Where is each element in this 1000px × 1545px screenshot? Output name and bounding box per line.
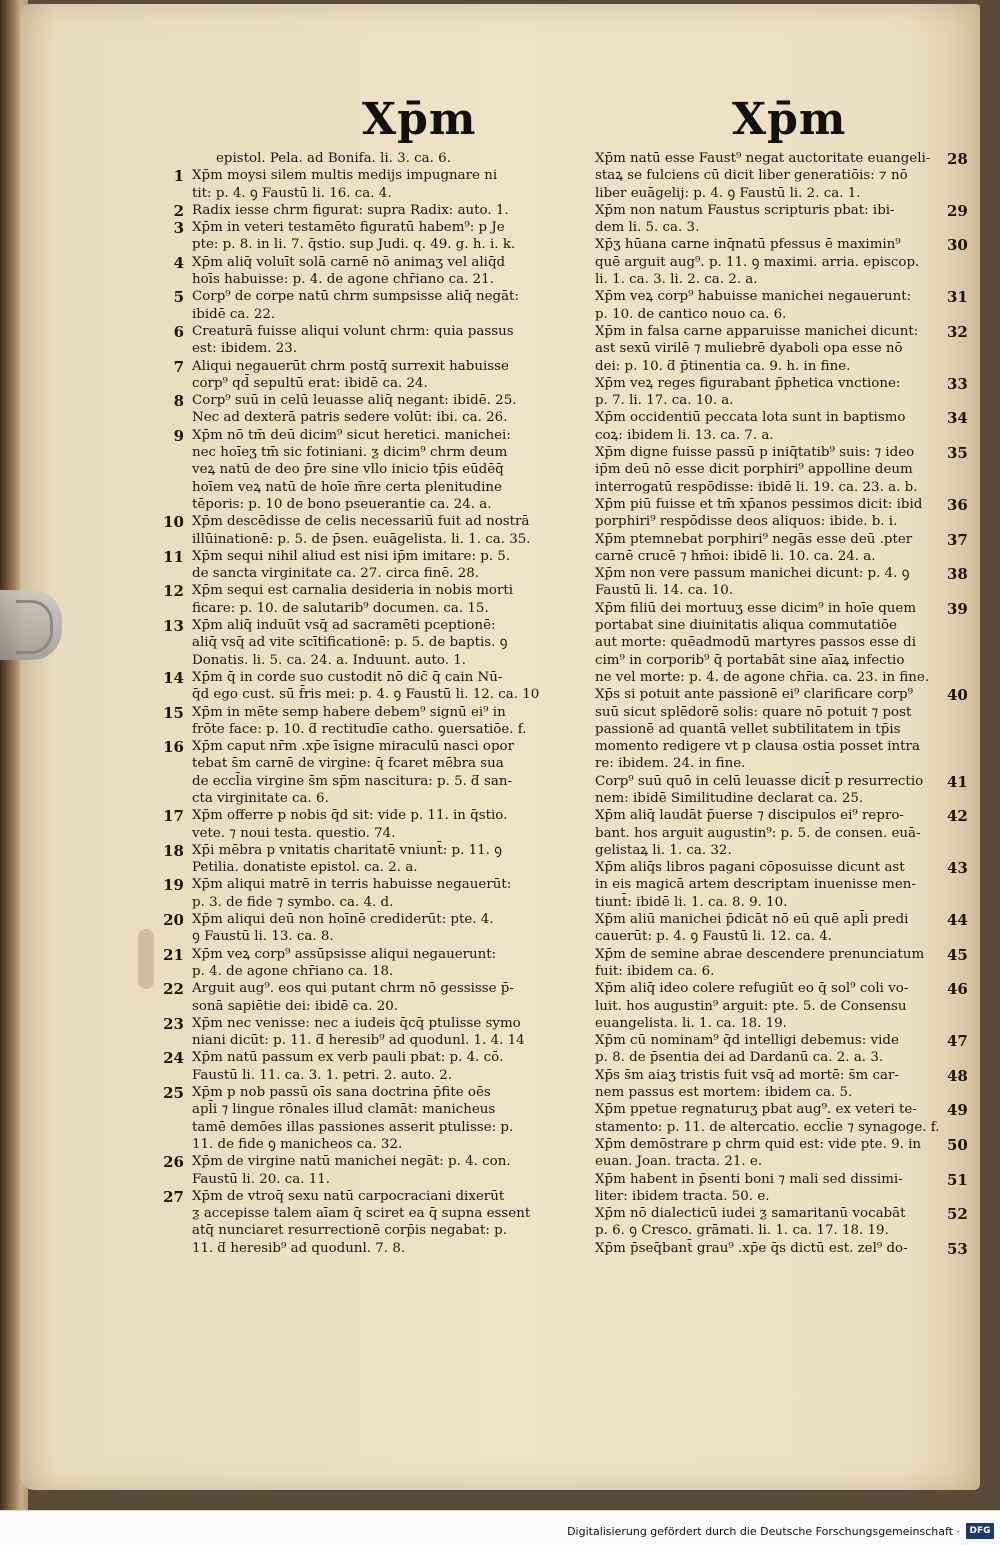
entry-line: Donatis. li. 5. ca. 24. a. Induunt. auto. 1. — [192, 652, 466, 668]
entry-number: 20 — [163, 911, 184, 930]
entry-line: de sancta virginitate ca. 27. circa finē. 28. — [192, 566, 480, 582]
entry-line: veꝝ natū de deo p̄re sine vllo inicio tp̄is eūdēq̄ — [192, 462, 504, 478]
index-entry — [595, 150, 968, 202]
entry-number: 21 — [163, 945, 184, 964]
entry-line: Xp̄m q̄ in corde suo custodit nō dic̄ q̄ cain Nū- — [192, 669, 503, 685]
entry-line: Faustū li. 11. ca. 3. 1. petri. 2. auto. 2. — [192, 1067, 453, 1083]
entry-line: Xp̄m descēdisse de celis necessariū fuit ad nostrā — [192, 514, 530, 530]
index-entry — [595, 859, 968, 911]
entry-line: Corp⁹ suū quō in celū leuasse dicit̄ p resurrectio — [595, 773, 924, 789]
entry-line: Faustū li. 14. ca. 10. — [595, 583, 734, 599]
index-entry — [163, 1014, 582, 1050]
index-entry — [595, 599, 968, 686]
index-entry — [163, 582, 582, 617]
entry-line: carnē crucē ⁊ hm̄oi: ibidē li. 10. ca. 24. a. — [595, 548, 876, 564]
footer-bar — [0, 1510, 1000, 1545]
entry-number: 52 — [947, 1205, 968, 1224]
index-entry — [595, 807, 968, 859]
entry-line: Xp̄m natū esse Faust⁹ negat auctoritate euangeli- — [595, 151, 931, 166]
entry-line: portabat sine diuinitatis aliqua commutatiōe — [595, 618, 897, 634]
entry-line: gelistaꝝ li. 1. ca. 32. — [595, 842, 732, 858]
index-entry — [595, 1205, 968, 1240]
entry-line: corp⁹ qd̄ sepultū erat: ibidē ca. 24. — [192, 375, 428, 391]
index-entry — [173, 201, 582, 220]
entry-line: epistol. Pela. ad Bonifa. li. 3. ca. 6. — [216, 151, 451, 166]
entry-number: 1 — [173, 167, 184, 186]
entry-line: Xp̄m veꝝ reges figurabant p̄phetica vnctione: — [595, 375, 901, 391]
entry-line: cauerūt: p. 4. ꝯ Faustū li. 12. ca. 4. — [595, 929, 832, 945]
index-entry — [595, 288, 968, 323]
entry-number: 22 — [163, 980, 184, 999]
index-entry — [173, 357, 582, 393]
entry-line: aliq̄ vsq̄ ad vite scītificationē: p. 5. de baptis. ꝯ — [192, 635, 508, 651]
entry-line: Xp̄s si potuit ante passionē ei⁹ clarificare corp⁹ — [595, 687, 914, 703]
entry-line: p. 10. de cantico nouo ca. 6. — [595, 306, 787, 322]
index-entry — [595, 980, 968, 1032]
index-entry — [173, 288, 582, 323]
entry-line: euangelista. li. 1. ca. 18. 19. — [595, 1015, 787, 1031]
entry-line: Xp̄m in veteri testamēto figuratū habem⁹: p Je — [192, 220, 505, 236]
entry-number: 46 — [947, 980, 968, 999]
index-entry — [595, 1032, 968, 1067]
entry-line: Xp̄m habent in p̄senti boni ⁊ mali sed dissimi- — [595, 1171, 903, 1187]
entry-line: stamento: p. 11. de altercatio. eccl̄ie ⁊ synagoge. f. — [595, 1119, 940, 1135]
entry-line: Xp̄s s̄m aiaʒ tristis fuit vsq̄ ad mortē: s̄m car- — [595, 1067, 899, 1083]
entry-number: 43 — [947, 859, 968, 878]
index-entry — [595, 911, 968, 946]
entry-number: 51 — [947, 1170, 968, 1189]
entry-number: 36 — [947, 495, 968, 514]
entry-number: 27 — [163, 1187, 184, 1206]
index-entry — [163, 738, 582, 807]
index-entry — [173, 392, 582, 427]
entry-number: 38 — [947, 565, 968, 584]
index-entry — [595, 409, 968, 444]
entry-line: Xp̄i mēbra p vnitatis charitatē vniunt̄: p. 11. ꝯ — [192, 842, 503, 858]
entry-line: tit: p. 4. ꝯ Faustū li. 16. ca. 4. — [192, 185, 392, 201]
entry-number: 47 — [947, 1032, 968, 1051]
index-entry — [163, 841, 582, 877]
entry-line: Xp̄m sequi est carnalia desideria in nobis morti — [192, 583, 514, 599]
entry-number: 16 — [163, 738, 184, 757]
entry-line: Xp̄m nō dialecticū iudei ƺ samaritanū vocabāt — [595, 1206, 906, 1222]
paper-stain — [138, 929, 154, 989]
entry-line: Xp̄m p nob passū oīs sana doctrina p̄fite oēs — [192, 1085, 491, 1101]
entry-line: p. 7. li. 17. ca. 10. a. — [595, 393, 734, 409]
entry-line: Xp̄m piū fuisse et tm̄ xp̄anos pessimos dicit: ibid — [595, 496, 923, 512]
index-entry — [173, 426, 582, 513]
entry-number: 32 — [947, 322, 968, 341]
index-entry — [595, 945, 968, 981]
entry-number: 14 — [163, 668, 184, 687]
entry-line: Xp̄m aliq̄s libros pagani cōposuisse dicunt ast — [595, 860, 905, 876]
entry-line: hoīs habuisse: p. 4. de agone chr̄iano ca. 21. — [192, 272, 494, 288]
entry-line: illūinationē: p. 5. de p̄sen. euāgelista. li. 1. ca. 35. — [192, 531, 531, 547]
index-entry — [163, 807, 582, 842]
index-entry — [595, 236, 968, 288]
entry-line: staꝝ se fulciens cū dicit liber generatiōis: ⁊ nō — [595, 168, 908, 184]
entry-line: Xp̄m aliq̄ induūt vsq̄ ad sacramēti pceptionē: — [192, 618, 496, 634]
entry-line: Xp̄m aliq̄ ideo colere refugiūt eo q̄ sol⁹ coli vo- — [595, 981, 909, 997]
entry-line: ꝯ Faustū li. 13. ca. 8. — [192, 929, 334, 945]
entry-line: cim⁹ in corporib⁹ q̄ portabāt sine aīaꝝ infectio — [595, 652, 905, 668]
entry-line: ƺ accepisse talem aīam q̄ sciret ea q̄ supna essent — [192, 1206, 531, 1222]
entry-line: dem li. 5. ca. 3. — [595, 220, 700, 236]
entry-line: p. 6. ꝯ Cresco. grāmati. li. 1. ca. 17. 18. 19. — [595, 1223, 889, 1239]
entry-number: 8 — [173, 392, 184, 411]
entry-line: Nec ad dexterā patris sedere volūt: ibi. ca. 26. — [192, 410, 508, 426]
entry-number: 23 — [163, 1014, 184, 1033]
entry-line: hoīem veꝝ natū de hoīe m̄re certa plenitudine — [192, 479, 502, 495]
entry-line: passionē ad quantā vellet subtilitatem in tp̄is — [595, 721, 901, 737]
entry-number: 9 — [173, 426, 184, 445]
index-entry — [595, 495, 968, 531]
entry-line: frōte face: p. 10. ƌ rectitudīe catho. ꝯuersatiōe. f. — [192, 721, 527, 737]
entry-line: Xp̄ʒ hūana carne inq̄natū pfessus ē maximin⁹ — [595, 237, 901, 253]
entry-line: Faustū li. 20. ca. 11. — [192, 1171, 331, 1187]
entry-line: Xp̄m p̄seq̄bant̄ grau⁹ .xp̄e q̄s dictū est. zel⁹ do- — [595, 1240, 908, 1256]
entry-line: Corp⁹ de corpe natū chrm sumpsisse aliq̄ negāt: — [192, 289, 519, 305]
entry-number: 19 — [163, 876, 184, 895]
entry-line: nem: ibidē Similitudine declarat ca. 25. — [595, 790, 864, 806]
entry-line: Xp̄m nec venisse: nec a iudeis q̄cq̄ ptulisse symo — [192, 1015, 521, 1031]
entry-line: Xp̄m demōstrare p chrm quid est: vide pte. 9. in — [595, 1136, 922, 1152]
entry-line: Xp̄m non natum Faustus scripturis pbat: ibi- — [595, 202, 895, 218]
running-header-right: Xp̄m — [732, 94, 847, 145]
entry-line: liber euāgelij: p. 4. ꝯ Faustū li. 2. ca. 1. — [595, 185, 861, 201]
entry-line: Aliqui negauerūt chrm postq̄ surrexit habuisse — [192, 358, 509, 374]
index-entry — [163, 1049, 582, 1084]
entry-line: quē arguit aug⁹. p. 11. ꝯ maximi. arria. episcop. — [595, 254, 920, 270]
entry-line: Xp̄m nō tm̄ deū dicim⁹ sicut heretici. manichei: — [192, 427, 511, 443]
entry-line: Xp̄m digne fuisse passū p iniq̄tatib⁹ suis: ⁊ ideo — [595, 445, 915, 461]
index-entry — [595, 530, 968, 566]
entry-number: 15 — [163, 703, 184, 722]
entry-line: fuit: ibidem ca. 6. — [595, 963, 715, 979]
entry-number: 35 — [947, 444, 968, 463]
entry-line: niani dicūt: p. 11. ƌ heresib⁹ ad quodunl. 1. 4. 14 — [192, 1033, 525, 1049]
entry-line: Xp̄m aliq̄ voluīt solā carnē nō animaʒ vel aliq̄d — [192, 254, 506, 270]
entry-number: 26 — [163, 1153, 184, 1172]
index-column-right — [595, 150, 968, 1258]
entry-line: tamē demōes illas passiones asserit ptulisse: p. — [192, 1119, 514, 1135]
entry-number: 2 — [173, 201, 184, 220]
entry-number: 42 — [947, 807, 968, 826]
index-entry — [163, 911, 582, 946]
entry-number: 50 — [947, 1135, 968, 1154]
entry-line: nec hoīeʒ tm̄ sic fotiniani. ƺ dicim⁹ chrm deum — [192, 445, 508, 461]
entry-number: 29 — [947, 201, 968, 220]
entry-number: 44 — [947, 911, 968, 930]
entry-line: aut morte: quēadmodū martyres passos esse di — [595, 635, 917, 651]
running-header-left: Xp̄m — [362, 94, 477, 145]
entry-line: Xp̄m veꝝ corp⁹ assūpsisse aliqui negauerunt: — [192, 946, 497, 962]
entry-number: 3 — [173, 219, 184, 238]
entry-number: 17 — [163, 807, 184, 826]
index-entry — [163, 1084, 582, 1153]
entry-number: 45 — [947, 945, 968, 964]
entry-line: Creaturā fuisse aliqui volunt chrm: quia passus — [192, 323, 514, 339]
entry-line: Petilia. donatiste epistol. ca. 2. a. — [192, 860, 418, 876]
entry-line: p. 4. de agone chr̄iano ca. 18. — [192, 963, 394, 979]
entry-line: Xp̄m aliqui matrē in terris habuisse negauerūt: — [192, 877, 512, 893]
index-entry — [192, 150, 582, 167]
entry-line: in eis magicā artem descriptam inuenisse men- — [595, 877, 916, 893]
entry-line: ne vel morte: p. 4. de agone chr̄ia. ca. 23. in fine. — [595, 669, 930, 685]
index-entry — [163, 617, 582, 669]
entry-line: ibidē ca. 22. — [192, 306, 276, 322]
entry-line: Xp̄m filiū dei mortuuʒ esse dicim⁹ in hoīe quem — [595, 600, 917, 616]
index-entry — [595, 374, 968, 410]
index-entry — [595, 444, 968, 496]
index-entry — [173, 167, 582, 202]
entry-number: 13 — [163, 617, 184, 636]
entry-line: suū sicut splēdorē solis: quare nō potuit ⁊ post — [595, 704, 912, 720]
entry-number: 10 — [163, 513, 184, 532]
entry-number: 7 — [173, 357, 184, 376]
entry-line: 11. ƌ heresib⁹ ad quodunl. 7. 8. — [192, 1240, 406, 1256]
entry-line: q̄d ego cust. sū f̄ris mei: p. 4. ꝯ Faustū li. 12. ca. 10 — [192, 687, 540, 703]
entry-number: 40 — [947, 686, 968, 705]
entry-line: Xp̄m sequi nihil aliud est nisi ip̄m imitare: p. 5. — [192, 548, 511, 564]
entry-number: 31 — [947, 288, 968, 307]
index-entry — [595, 1170, 968, 1206]
index-entry — [595, 1066, 968, 1102]
entry-number: 34 — [947, 409, 968, 428]
entry-number: 49 — [947, 1101, 968, 1120]
entry-number: 5 — [173, 288, 184, 307]
index-entry — [595, 201, 968, 237]
entry-line: Arguit aug⁹. eos qui putant chrm nō gessisse p̄- — [192, 981, 514, 997]
entry-line: ast sexū virilē ⁊ muliebrē dyaboli opa esse nō — [595, 341, 903, 357]
entry-line: Xp̄m aliqui deū non hoīnē crediderūt: pte. 4. — [192, 912, 494, 928]
entry-line: tēporis: p. 10 de bono pseuerantie ca. 24. a. — [192, 496, 492, 512]
entry-number: 24 — [163, 1049, 184, 1068]
entry-line: cta virginitate ca. 6. — [192, 790, 329, 806]
entry-line: li. 1. ca. 3. li. 2. ca. 2. a. — [595, 272, 758, 288]
page-clip — [0, 590, 62, 660]
entry-number: 11 — [163, 547, 184, 566]
entry-line: luit. hos augustin⁹ arguit: pte. 5. de Consensu — [595, 998, 907, 1014]
index-entry — [595, 1101, 968, 1136]
entry-number: 30 — [947, 236, 968, 255]
entry-line: Xp̄m cū nominam⁹ q̄d intelligi debemus: vide — [595, 1033, 899, 1049]
entry-line: Xp̄m ppetue regnaturuʒ pbat aug⁹. ex veteri te- — [595, 1102, 917, 1118]
entry-line: Xp̄m veꝝ corp⁹ habuisse manichei negauerunt: — [595, 289, 912, 305]
index-entry — [595, 322, 968, 375]
entry-line: re: ibidem. 24. in fine. — [595, 756, 746, 772]
entry-line: vete. ⁊ noui testa. questio. 74. — [192, 825, 396, 841]
entry-line: Xp̄m natū passum ex verb pauli pbat: p. 4. cō. — [192, 1050, 504, 1066]
index-entry — [595, 686, 968, 772]
entry-line: atq̄ nunciaret resurrectionē corp̄is negabat: p. — [192, 1223, 507, 1239]
dfg-logo-icon: DFG — [966, 1523, 994, 1539]
entry-line: porphiri⁹ respōdisse deos aliquos: ibide. b. i. — [595, 514, 898, 530]
entry-line: Radix iesse chrm figurat: supra Radix: auto. 1. — [192, 202, 509, 218]
index-entry — [163, 513, 582, 548]
funding-credit: Digitalisierung gefördert durch die Deutsche Forschungsgemeinschaft · — [567, 1525, 960, 1538]
index-entry — [163, 945, 582, 981]
index-entry — [163, 1187, 582, 1257]
entry-number: 37 — [947, 530, 968, 549]
index-entry — [163, 547, 582, 583]
entry-line: ip̄m deū nō esse dicit porphiri⁹ appolline deum — [595, 462, 913, 478]
index-entry — [163, 876, 582, 911]
entry-number: 48 — [947, 1066, 968, 1085]
entry-line: euan. Joan. tracta. 21. e. — [595, 1154, 763, 1170]
entry-line: Xp̄m non vere passum manichei dicunt: p. 4. ꝯ — [595, 566, 910, 582]
index-entry — [595, 565, 968, 600]
index-entry — [173, 253, 582, 289]
entry-line: sonā sapiētie dei: ibidē ca. 20. — [192, 998, 399, 1014]
entry-line: est: ibidem. 23. — [192, 341, 298, 357]
entry-line: de eccl̄ia virgine s̄m sp̄m nascitura: p. 5. ƌ san- — [192, 773, 512, 789]
index-entry — [173, 322, 582, 358]
entry-line: pte: p. 8. in li. 7. q̄stio. sup Judi. q. 49. g. h. i. k. — [192, 237, 516, 253]
entry-line: tiunt̄: ibidē li. 1. ca. 8. 9. 10. — [595, 894, 788, 910]
entry-line: Xp̄m in mēte semp habere debem⁹ signū ei⁹ in — [192, 704, 506, 720]
entry-line: Xp̄m ptemnebat porphiri⁹ negās esse deū .pter — [595, 531, 913, 547]
index-entry — [163, 1153, 582, 1188]
index-entry — [595, 1135, 968, 1171]
entry-line: Xp̄m aliq̄ laudāt p̄uerse ⁊ discipulos ei⁹ repro- — [595, 808, 904, 824]
entry-number: 25 — [163, 1084, 184, 1103]
entry-number: 12 — [163, 582, 184, 601]
entry-line: 11. de fide ꝯ manicheos ca. 32. — [192, 1136, 403, 1152]
entry-number: 28 — [947, 150, 968, 168]
entry-number: 33 — [947, 374, 968, 393]
entry-line: coꝝ: ibidem li. 13. ca. 7. a. — [595, 427, 774, 443]
entry-line: nem passus est mortem: ibidem ca. 5. — [595, 1085, 853, 1101]
entry-number: 41 — [947, 772, 968, 791]
entry-line: liter: ibidem tracta. 50. e. — [595, 1188, 770, 1204]
entry-line: interrogatū respōdisse: ibidē li. 19. ca. 23. a. b. — [595, 479, 918, 495]
index-column-left — [163, 150, 582, 1257]
index-entry — [173, 219, 582, 254]
entry-line: Xp̄m offerre p nobis q̄d sit: vide p. 11. in q̄stio. — [192, 808, 508, 824]
entry-number: 39 — [947, 599, 968, 618]
entry-line: ficare: p. 10. de salutarib⁹ documen. ca. 15. — [192, 600, 489, 616]
entry-line: Xp̄m occidentiū peccata lota sunt in baptismo — [595, 410, 906, 426]
index-entry — [163, 668, 582, 704]
entry-line: Xp̄m de vtroq̄ sexu natū carpocraciani dixerūt — [192, 1188, 505, 1204]
entry-line: Xp̄m moysi silem multis medijs impugnare ni — [192, 168, 498, 184]
entry-line: Corp⁹ suū in celū leuasse aliq̄ negant: ibidē. 25. — [192, 393, 517, 409]
entry-line: p. 3. de fide ⁊ symbo. ca. 4. d. — [192, 894, 394, 910]
entry-number: 53 — [947, 1239, 968, 1258]
entry-line: Xp̄m in falsa carne apparuisse manichei dicunt: — [595, 323, 919, 339]
page-sheet — [20, 4, 980, 1490]
entry-line: tebat s̄m carnē de virgine: q̄ fcaret mēbra sua — [192, 756, 504, 772]
entry-number: 18 — [163, 841, 184, 860]
entry-line: dei: p. 10. ƌ p̄tinentia ca. 9. h. in fine. — [595, 358, 851, 374]
entry-line: p. 8. de p̄sentia dei ad Dardanū ca. 2. a. 3. — [595, 1050, 884, 1066]
entry-number: 4 — [173, 253, 184, 272]
entry-number: 6 — [173, 322, 184, 341]
entry-line: apl̄i ⁊ lingue rōnales illud clamāt: manicheus — [192, 1102, 496, 1118]
entry-line: Xp̄m de semine abrae descendere prenunciatum — [595, 946, 925, 962]
index-entry — [595, 1239, 968, 1258]
index-entry — [163, 980, 582, 1015]
index-entry — [163, 703, 582, 739]
entry-line: Xp̄m de virgine natū manichei negāt: p. 4. con. — [192, 1154, 511, 1170]
entry-line: momento redigere vt p clausa ostia posset intra — [595, 739, 920, 755]
index-entry — [595, 772, 968, 808]
clip-loop — [16, 600, 53, 654]
entry-line: Xp̄m aliū manichei p̄dicāt nō eū quē apl̄i predi — [595, 912, 909, 928]
entry-line: bant. hos arguit augustin⁹: p. 5. de consen. euā- — [595, 825, 921, 841]
entry-line: Xp̄m caput nr̄m .xp̄e īsigne miraculū nasci opor — [192, 739, 514, 755]
